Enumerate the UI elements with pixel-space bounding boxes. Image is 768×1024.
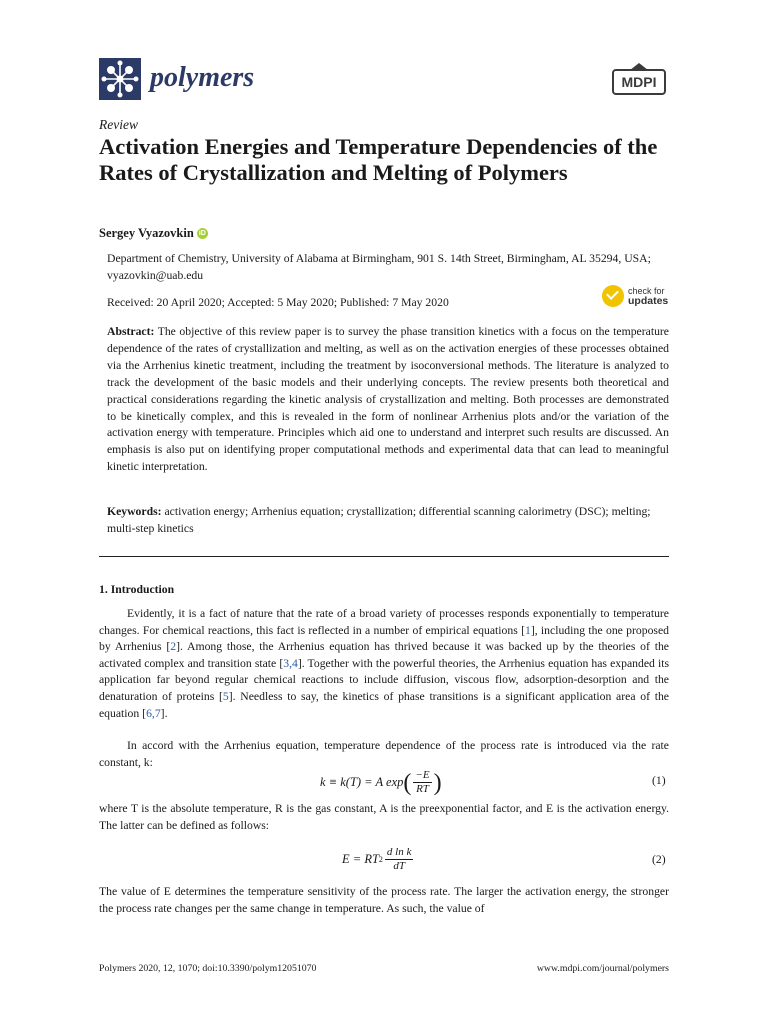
citation-link[interactable]: 6,7 <box>146 706 161 720</box>
author-line <box>99 226 208 241</box>
equation-1: k ≡ k(T) = A exp ( $\frac{-E}{RT}$ ) <box>320 769 442 796</box>
section-title: 1. Introduction <box>99 583 175 596</box>
polymer-network-icon <box>99 58 141 100</box>
divider <box>99 556 669 557</box>
author-name[interactable]: Sergey Vyazovkin <box>99 226 194 240</box>
paragraph-3: where T is the absolute temperature, R is the gas constant, A is the preexponential factor, and E is the activation energy. The latter can be defined as follows: <box>99 802 669 832</box>
keywords <box>107 504 669 538</box>
keywords-text: activation energy; Arrhenius equation; crystallization; differential scanning calorimetry (DSC); melting; multi-step kinetics <box>107 505 651 535</box>
citation-link[interactable]: 1 <box>524 623 531 637</box>
paragraph-1: Evidently, it is a fact of nature that the rate of a broad variety of processes responds exponentially to temperature changes. For chemical reactions, this fact is reflected in a number of empirical equations [1], including the one proposed by Arrhenius [2]. Among those, the Arrhenius equation has thrived because it was backed up by the theories of the activated complex and transition state [3,4]. Together with the powerful theories, the Arrhenius equation has expanded its application far beyond regular chemical reactions to include diffusion, viscous flow, adsorption-desorption and the denaturation of proteins [5]. Needless to say, the kinetics of phase transitions is a significant application area of the equation [6,7]. <box>99 607 669 720</box>
journal-logo <box>99 58 141 100</box>
article-title: Activation Energies and Temperature Dependencies of the Rates of Crystallization and Melting of Polymers <box>99 134 658 185</box>
keywords-label: Keywords: <box>107 505 162 518</box>
article-type: Review <box>99 117 138 132</box>
publisher-logo: MDPI <box>612 69 666 95</box>
equation-2: E = RT 2 $\frac{\text{d ln k}}{dT}$ <box>342 846 412 872</box>
affiliation: Department of Chemistry, University of Alabama at Birmingham, 901 S. 14th Street, Birmingham, AL 35294, USA; vyazovkin@uab.edu <box>107 252 651 282</box>
journal-name: polymers <box>150 62 255 93</box>
citation-link[interactable]: 3,4 <box>283 656 298 670</box>
check-icon <box>602 285 624 307</box>
abstract <box>107 324 669 476</box>
footer-url[interactable]: www.mdpi.com/journal/polymers <box>536 963 669 974</box>
footer-citation: Polymers 2020, 12, 1070; doi:10.3390/polym12051070 <box>99 963 317 974</box>
citation-link[interactable]: 2 <box>170 640 177 654</box>
citation-link[interactable]: 5 <box>222 689 229 703</box>
paragraph-4: The value of E determines the temperature sensitivity of the process rate. The larger the activation energy, the stronger the process rate changes per the same change in temperature. As such, the value of <box>99 885 669 915</box>
equation-number: (1) <box>652 774 666 787</box>
abstract-label: Abstract: <box>107 325 155 338</box>
equation-number: (2) <box>652 853 666 866</box>
paragraph-2: In accord with the Arrhenius equation, temperature dependence of the process rate is introduced via the rate constant, k: <box>99 739 669 769</box>
check-for-updates-badge[interactable] <box>602 285 668 307</box>
publication-dates: Received: 20 April 2020; Accepted: 5 May 2020; Published: 7 May 2020 <box>107 296 449 309</box>
orcid-icon[interactable]: iD <box>198 230 206 237</box>
abstract-text: The objective of this review paper is to survey the phase transition kinetics with a focus on the temperature dependence of the rates of crystallization and melting, as well as on the activation energies of these processes obtained via the Arrhenius kinetic treatment, including the treatment by isoconversional methods. The literature is analyzed to track the development of the basic models and their underlying concepts. The review presents both theoretical and practical considerations regarding the kinetic analysis of crystallization and melting. Both processes are demonstrated to be kinetically complex, and this is revealed in the form of nonlinear Arrhenius plots and/or the variation of the activation energy with temperature. Principles which aid one to understand and interpret such results are discussed. An emphasis is also put on identifying proper computational methods and experimental data that can lead to meaningful kinetic interpretation. <box>107 325 669 474</box>
check-for-updates-text: check for updates <box>628 286 669 307</box>
